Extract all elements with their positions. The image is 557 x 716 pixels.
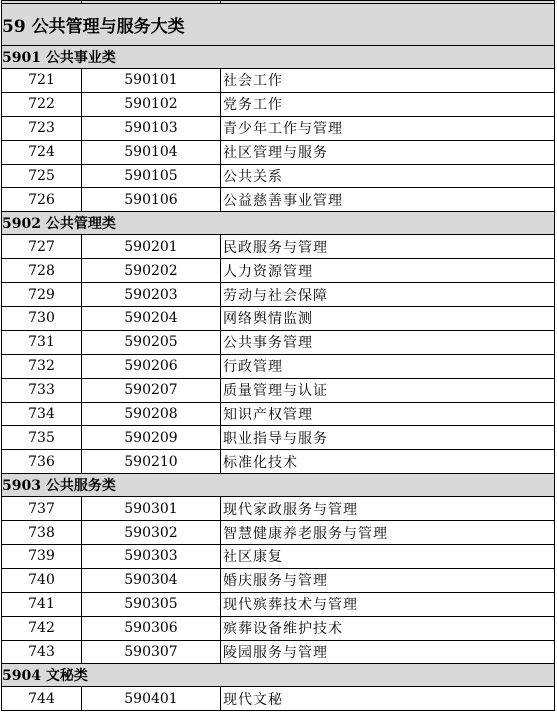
row-number-cell: 733 [2, 378, 82, 402]
major-name-cell: 质量管理与认证 [221, 378, 555, 402]
row-number-cell: 732 [2, 354, 82, 378]
category-title: 5901 公共事业类 [2, 46, 555, 69]
category-header-row [2, 664, 555, 687]
row-number-cell: 722 [2, 92, 82, 116]
major-name-cell: 公益慈善事业管理 [221, 188, 555, 212]
major-name-cell: 婚庆服务与管理 [221, 568, 555, 592]
table-row [2, 188, 555, 212]
table-row [2, 592, 555, 616]
table-row [2, 354, 555, 378]
major-code-cell: 590401 [82, 687, 221, 711]
major-code-cell: 590303 [82, 545, 221, 569]
major-name-cell: 行政管理 [221, 354, 555, 378]
major-code-cell: 590204 [82, 307, 221, 331]
major-code-cell: 590202 [82, 259, 221, 283]
row-number-cell: 731 [2, 330, 82, 354]
row-number-cell: 739 [2, 545, 82, 569]
row-number-cell: 727 [2, 235, 82, 259]
major-code-cell: 590210 [82, 450, 221, 474]
major-code-cell: 590207 [82, 378, 221, 402]
major-code-cell: 590208 [82, 402, 221, 426]
table-row [2, 259, 555, 283]
row-number-cell: 740 [2, 568, 82, 592]
row-number-cell: 741 [2, 592, 82, 616]
row-number-cell: 734 [2, 402, 82, 426]
major-name-cell: 民政服务与管理 [221, 235, 555, 259]
major-name-cell: 公共事务管理 [221, 330, 555, 354]
major-name-cell: 职业指导与服务 [221, 426, 555, 450]
major-code-cell: 590302 [82, 521, 221, 545]
major-code-cell: 590205 [82, 330, 221, 354]
table-row [2, 568, 555, 592]
major-code-cell: 590206 [82, 354, 221, 378]
category-header-row [2, 212, 555, 235]
section-title-row [2, 4, 555, 46]
table-row [2, 116, 555, 140]
table-row [2, 330, 555, 354]
major-code-cell: 590201 [82, 235, 221, 259]
row-number-cell: 735 [2, 426, 82, 450]
category-title: 5902 公共管理类 [2, 212, 555, 235]
major-name-cell: 智慧健康养老服务与管理 [221, 521, 555, 545]
major-code-cell: 590307 [82, 640, 221, 664]
major-code-cell: 590104 [82, 140, 221, 164]
major-code-cell: 590102 [82, 92, 221, 116]
major-code-cell: 590305 [82, 592, 221, 616]
major-catalog-table [1, 0, 555, 711]
row-number-cell: 742 [2, 616, 82, 640]
table-row [2, 687, 555, 711]
row-number-cell: 736 [2, 450, 82, 474]
major-code-cell: 590301 [82, 497, 221, 521]
table-row [2, 69, 555, 93]
major-name-cell: 现代家政服务与管理 [221, 497, 555, 521]
row-number-cell: 730 [2, 307, 82, 331]
category-header-row [2, 46, 555, 69]
major-name-cell: 党务工作 [221, 92, 555, 116]
table-row [2, 140, 555, 164]
category-title: 5904 文秘类 [2, 664, 555, 687]
table-row [2, 545, 555, 569]
row-number-cell: 725 [2, 164, 82, 188]
table-row [2, 450, 555, 474]
major-name-cell: 社区管理与服务 [221, 140, 555, 164]
row-number-cell: 728 [2, 259, 82, 283]
major-code-cell: 590106 [82, 188, 221, 212]
row-number-cell: 738 [2, 521, 82, 545]
row-number-cell: 743 [2, 640, 82, 664]
major-name-cell: 现代文秘 [221, 687, 555, 711]
major-name-cell: 人力资源管理 [221, 259, 555, 283]
major-name-cell: 现代殡葬技术与管理 [221, 592, 555, 616]
major-name-cell: 社会工作 [221, 69, 555, 93]
row-number-cell: 729 [2, 283, 82, 307]
table-row [2, 283, 555, 307]
table-row [2, 92, 555, 116]
major-code-cell: 590306 [82, 616, 221, 640]
table-row [2, 378, 555, 402]
table-row [2, 640, 555, 664]
table-row [2, 164, 555, 188]
row-number-cell: 744 [2, 687, 82, 711]
major-name-cell: 社区康复 [221, 545, 555, 569]
major-code-cell: 590101 [82, 69, 221, 93]
table-row [2, 426, 555, 450]
major-name-cell: 标准化技术 [221, 450, 555, 474]
table-row [2, 521, 555, 545]
table-row [2, 497, 555, 521]
major-name-cell: 陵园服务与管理 [221, 640, 555, 664]
section-title: 59 公共管理与服务大类 [2, 4, 555, 46]
major-name-cell: 青少年工作与管理 [221, 116, 555, 140]
row-number-cell: 721 [2, 69, 82, 93]
major-code-cell: 590209 [82, 426, 221, 450]
row-number-cell: 724 [2, 140, 82, 164]
major-code-cell: 590203 [82, 283, 221, 307]
table-row [2, 402, 555, 426]
major-code-cell: 590304 [82, 568, 221, 592]
table-row [2, 235, 555, 259]
category-header-row [2, 474, 555, 497]
major-catalog-body [2, 1, 555, 711]
major-name-cell: 殡葬设备维护技术 [221, 616, 555, 640]
major-code-cell: 590103 [82, 116, 221, 140]
major-name-cell: 知识产权管理 [221, 402, 555, 426]
row-number-cell: 726 [2, 188, 82, 212]
row-number-cell: 723 [2, 116, 82, 140]
major-name-cell: 劳动与社会保障 [221, 283, 555, 307]
major-name-cell: 公共关系 [221, 164, 555, 188]
table-row [2, 307, 555, 331]
table-row [2, 616, 555, 640]
row-number-cell: 737 [2, 497, 82, 521]
major-code-cell: 590105 [82, 164, 221, 188]
category-title: 5903 公共服务类 [2, 474, 555, 497]
major-name-cell: 网络舆情监测 [221, 307, 555, 331]
